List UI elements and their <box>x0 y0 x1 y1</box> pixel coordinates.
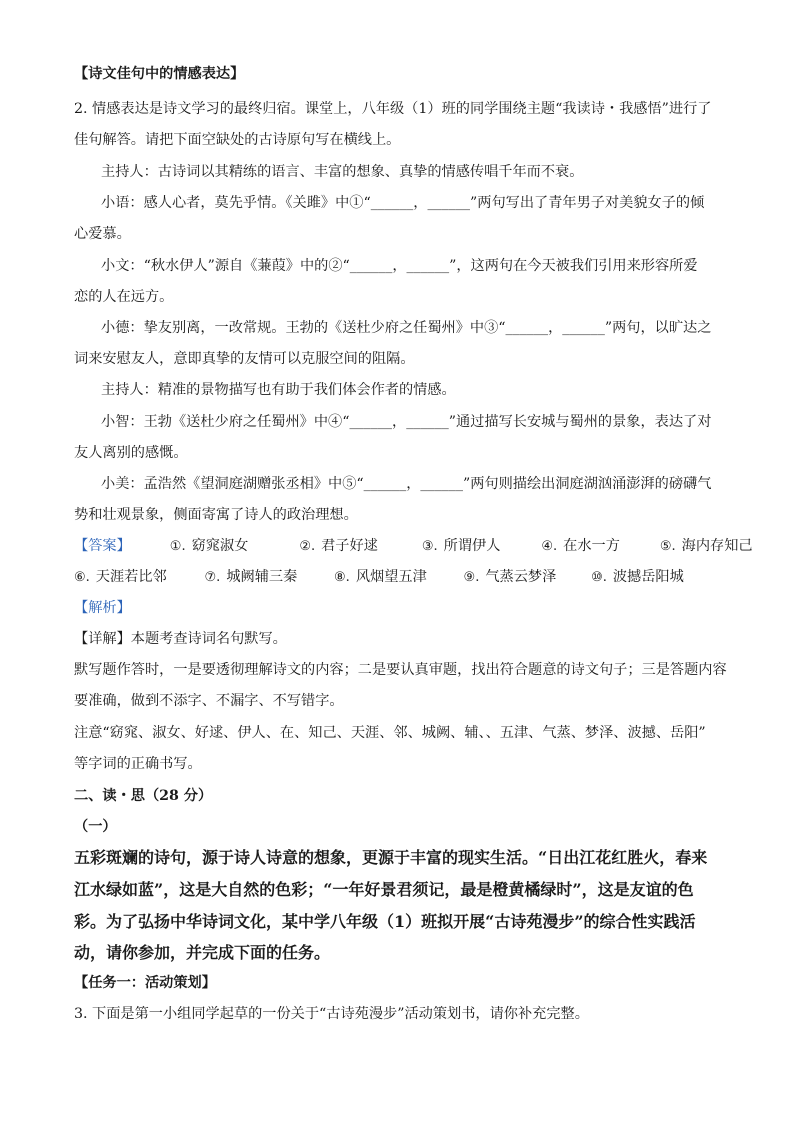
analysis-paragraph-1-line-1: 默写题作答时，一是要透彻理解诗文的内容；二是要认真审题，找出符合题意的诗文句子；三是答题内容 <box>74 662 727 678</box>
answer-item: ⑥. 天涯若比邻 <box>74 569 167 585</box>
part-2-intro-line-1: 五彩斑斓的诗句，源于诗人诗意的想象，更源于丰富的现实生活。“日出江花红胜火，春来 <box>74 848 708 867</box>
answer-item: ⑤. 海内存知己 <box>659 538 753 554</box>
section-heading-poetry-emotion: 【诗文佳句中的情感表达】 <box>74 66 245 82</box>
answer-item: ⑩. 波撼岳阳城 <box>591 569 684 585</box>
xiaowen-remark-line-1: 小文：“秋水伊人”源自《蒹葭》中的②“______，______”，这两句在今天被我们引用来形容所爱 <box>101 258 698 274</box>
xiaozhi-remark-line-1: 小智：王勃《送杜少府之任蜀州》中④“______，______”通过描写长安城与蜀州的景象，表达了对 <box>101 414 712 430</box>
xiaoyu-remark-line-1: 小语：感人心者，莫先乎情。《关雎》中①“______，______”两句写出了青年男子对美貌女子的倾 <box>101 195 705 211</box>
part-2-intro-line-4: 动，请你参加，并完成下面的任务。 <box>74 943 331 962</box>
analysis-label: 【解析】 <box>74 600 131 616</box>
task-1-heading: 【任务一：活动策划】 <box>74 975 216 991</box>
part-2-intro-line-2: 江水绿如蓝”，这是大自然的色彩；“一年好景君须记，最是橙黄橘绿时”，这是友谊的色 <box>74 880 694 899</box>
analysis-paragraph-2-line-2: 等字词的正确书写。 <box>74 756 202 772</box>
question-3: 3. 下面是第一小组同学起草的一份关于“古诗苑漫步”活动策划书，请你补充完整。 <box>74 1006 589 1022</box>
xiaode-remark-line-1: 小德：挚友别离，一改常规。王勃的《送杜少府之任蜀州》中③“______，______”两句，以旷达之 <box>101 320 712 336</box>
xiaoyu-remark-line-2: 心爱慕。 <box>74 226 131 242</box>
question-2-line-1: 2. 情感表达是诗文学习的最终归宿。课堂上，八年级（1）班的同学围绕主题“我读诗・我感悟”进行了 <box>74 101 712 117</box>
answer-row-1 <box>74 536 753 557</box>
answer-item: ④. 在水一方 <box>541 538 620 554</box>
question-2-line-2: 佳句解答。请把下面空缺处的古诗原句写在横线上。 <box>74 132 401 148</box>
answer-item: ③. 所谓伊人 <box>421 538 501 554</box>
analysis-detail: 【详解】本题考查诗词名句默写。 <box>74 631 287 647</box>
answer-row-2 <box>74 567 684 588</box>
answer-item: ⑧. 风烟望五津 <box>334 569 427 585</box>
part-2-intro-line-3: 彩。为了弘扬中华诗词文化，某中学八年级（1）班拟开展“古诗苑漫步”的综合性实践活 <box>74 912 696 931</box>
analysis-paragraph-2-line-1: 注意“窈窕、淑女、好逑、伊人、在、知己、天涯、邻、城阙、辅、、五津、气蒸、梦泽、波撼、岳阳” <box>74 725 706 741</box>
answer-item: ②. 君子好逑 <box>299 538 378 554</box>
answer-label: 【答案】 <box>74 538 131 554</box>
part-2-heading: 二、读・思（28 分） <box>74 788 213 804</box>
xiaowen-remark-line-2: 恋的人在远方。 <box>74 289 174 305</box>
xiaozhi-remark-line-2: 友人离别的感慨。 <box>74 445 188 461</box>
analysis-paragraph-1-line-2: 要准确，做到不添字、不漏字、不写错字。 <box>74 693 344 709</box>
xiaomei-remark-line-1: 小美：孟浩然《望洞庭湖赠张丞相》中⑤“______，______”两句则描绘出洞庭湖汹涌澎湃的磅礴气 <box>101 476 712 492</box>
answer-item: ⑨. 气蒸云梦泽 <box>463 569 557 585</box>
answer-item: ⑦. 城阙辅三秦 <box>204 569 298 585</box>
xiaomei-remark-line-2: 势和壮观景象，侧面寄寓了诗人的政治理想。 <box>74 507 358 523</box>
host-remark-1: 主持人：古诗词以其精练的语言、丰富的想象、真挚的情感传唱千年而不衰。 <box>101 164 584 180</box>
xiaode-remark-line-2: 词来安慰友人，意即真挚的友情可以克服空间的阻隔。 <box>74 351 415 367</box>
part-2-subsection: （一） <box>74 819 117 835</box>
host-remark-2: 主持人：精准的景物描写也有助于我们体会作者的情感。 <box>101 382 456 398</box>
answer-item: ①. 窈窕淑女 <box>169 538 249 554</box>
